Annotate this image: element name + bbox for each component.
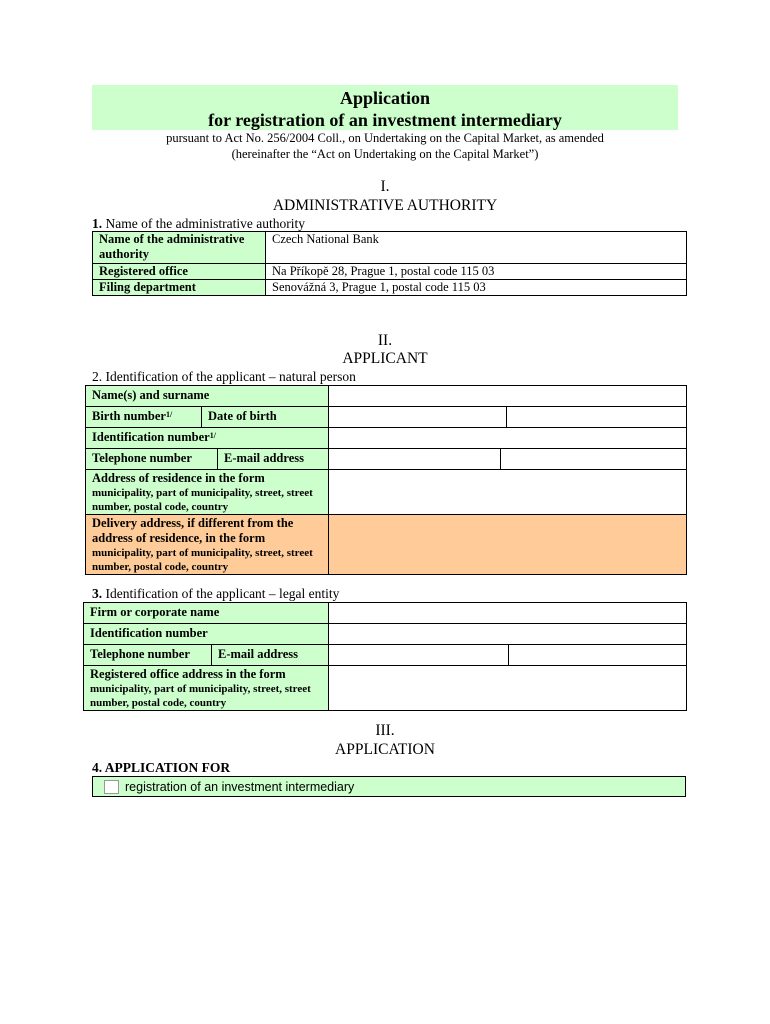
form-subtitle-line2: (hereinafter the “Act on Undertaking on the Capital Market”)	[231, 147, 539, 161]
form-title-box	[92, 85, 678, 130]
le-row-contact	[84, 645, 687, 666]
np-birth-number-footnote: 1/	[165, 410, 173, 419]
authority-row-name	[93, 232, 687, 264]
np-name-label: Name(s) and surname	[86, 386, 329, 407]
le-office-label-text: Registered office address in the form	[90, 667, 286, 681]
le-office-label	[84, 666, 329, 711]
np-row-contact	[86, 449, 687, 470]
le-email-label: E-mail address	[212, 645, 329, 666]
le-telephone-field[interactable]	[329, 645, 509, 666]
section1-title: ADMINISTRATIVE AUTHORITY	[272, 197, 498, 214]
section2-heading: 2. Identification of the applicant – natural person	[92, 369, 356, 384]
np-residence-label-text: Address of residence in the form	[92, 471, 265, 485]
authority-row-office	[93, 264, 687, 280]
section3-heading-text: Identification of the applicant – legal entity	[102, 586, 340, 601]
np-email-label: E-mail address	[218, 449, 329, 470]
np-email-field[interactable]	[501, 449, 687, 470]
np-residence-label	[86, 470, 329, 515]
section2-number: II.	[377, 332, 393, 349]
section4-heading: 4. APPLICATION FOR	[92, 760, 231, 775]
np-delivery-label	[86, 515, 329, 575]
authority-table	[92, 231, 687, 296]
np-delivery-field[interactable]	[329, 515, 687, 575]
authority-office-value: Na Příkopě 28, Prague 1, postal code 115 03	[266, 264, 687, 280]
section1-heading-text: Name of the administrative authority	[102, 216, 305, 231]
le-id-field[interactable]	[329, 624, 687, 645]
np-id-number-footnote: 1/	[209, 431, 216, 440]
np-row-birth	[86, 407, 687, 428]
authority-name-label: Name of the administrative authority	[93, 232, 266, 264]
np-birth-number-text: Birth number	[92, 409, 166, 423]
application-option-row	[92, 776, 686, 797]
np-date-of-birth-label: Date of birth	[202, 407, 329, 428]
le-id-label: Identification number	[84, 624, 329, 645]
np-id-number-label	[86, 428, 329, 449]
form-title-line1: Application	[339, 88, 431, 108]
np-residence-label-hint: municipality, part of municipality, street, street number, postal code, country	[92, 487, 313, 513]
np-id-number-text: Identification number	[92, 430, 210, 444]
le-office-label-hint: municipality, part of municipality, street, street number, postal code, country	[90, 683, 311, 709]
le-row-firm	[84, 603, 687, 624]
np-delivery-label-text: Delivery address, if different from the address of residence, in the form	[92, 516, 294, 545]
np-row-id	[86, 428, 687, 449]
authority-filing-value: Senovážná 3, Prague 1, postal code 115 03	[266, 280, 687, 296]
np-telephone-label: Telephone number	[86, 449, 218, 470]
np-date-of-birth-field[interactable]	[507, 407, 687, 428]
form-subtitle-line1: pursuant to Act No. 256/2004 Coll., on Undertaking on the Capital Market, as amended	[166, 131, 604, 145]
legal-entity-table	[83, 602, 687, 711]
le-row-office	[84, 666, 687, 711]
le-row-id	[84, 624, 687, 645]
section1-heading-number: 1.	[92, 216, 103, 231]
np-name-field[interactable]	[329, 386, 687, 407]
section4-number: III.	[375, 722, 395, 739]
natural-person-table	[85, 385, 687, 575]
np-birth-number-label	[86, 407, 202, 428]
np-telephone-field[interactable]	[329, 449, 501, 470]
registration-checkbox[interactable]	[104, 780, 119, 794]
authority-name-value: Czech National Bank	[266, 232, 687, 264]
np-row-residence	[86, 470, 687, 515]
section1-number: I.	[380, 178, 390, 195]
authority-filing-label: Filing department	[93, 280, 266, 296]
section3-heading	[92, 586, 339, 602]
np-residence-field[interactable]	[329, 470, 687, 515]
le-email-field[interactable]	[509, 645, 687, 666]
authority-row-filing	[93, 280, 687, 296]
np-birth-number-field[interactable]	[329, 407, 507, 428]
le-telephone-label: Telephone number	[84, 645, 212, 666]
np-row-delivery	[86, 515, 687, 575]
form-title-line2: for registration of an investment intermediary	[208, 110, 562, 130]
np-id-number-field[interactable]	[329, 428, 687, 449]
le-office-field[interactable]	[329, 666, 687, 711]
section4-title: APPLICATION	[335, 741, 435, 758]
np-row-name	[86, 386, 687, 407]
authority-office-label: Registered office	[93, 264, 266, 280]
le-firm-label: Firm or corporate name	[84, 603, 329, 624]
section3-heading-number: 3.	[92, 586, 103, 601]
registration-option-label: registration of an investment intermediary	[125, 780, 355, 794]
section1-heading	[92, 216, 305, 232]
np-delivery-label-hint: municipality, part of municipality, street, street number, postal code, country	[92, 547, 313, 573]
section2-title: APPLICANT	[342, 350, 428, 367]
le-firm-field[interactable]	[329, 603, 687, 624]
